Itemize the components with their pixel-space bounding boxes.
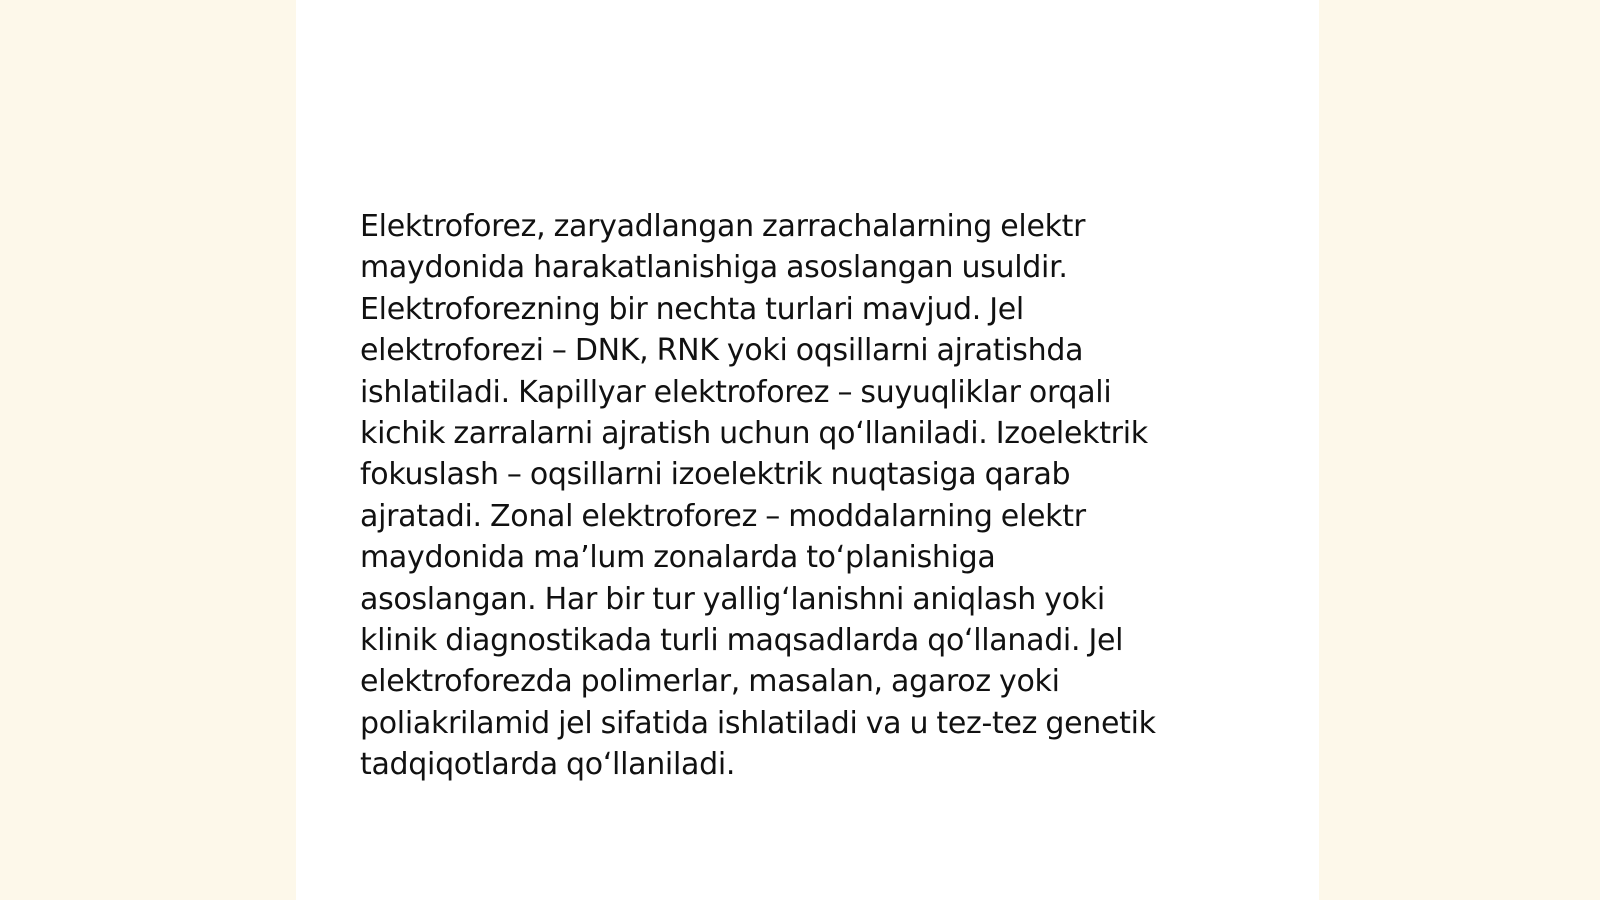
slide bbox=[296, 0, 1319, 900]
left-margin bbox=[0, 0, 296, 900]
right-margin bbox=[1319, 0, 1600, 900]
slide-paragraph: Elektroforez, zaryadlangan zarrachalarning elektr maydonida harakatlanishiga asoslangan usuldir. Elektroforezning bir nechta turlari mavjud. Jel elektroforezi – DNK, RNK yoki oqsillarni ajratishda ishlatiladi. Kapillyar elektroforez – suyuqliklar orqali kichik zarralarni ajratish uchun qoʻllaniladi. Izoelektrik fokuslash – oqsillarni izoelektrik nuqtasiga qarab ajratadi. Zonal elektroforez – moddalarning elektr maydonida maʼlum zonalarda toʻplanishiga asoslangan. Har bir tur yalligʻlanishni aniqlash yoki klinik diagnostikada turli maqsadlarda qoʻllanadi. Jel elektroforezda polimerlar, masalan, agaroz yoki poliakrilamid jel sifatida ishlatiladi va u tez-tez genetik tadqiqotlarda qoʻllaniladi. bbox=[360, 209, 1156, 783]
